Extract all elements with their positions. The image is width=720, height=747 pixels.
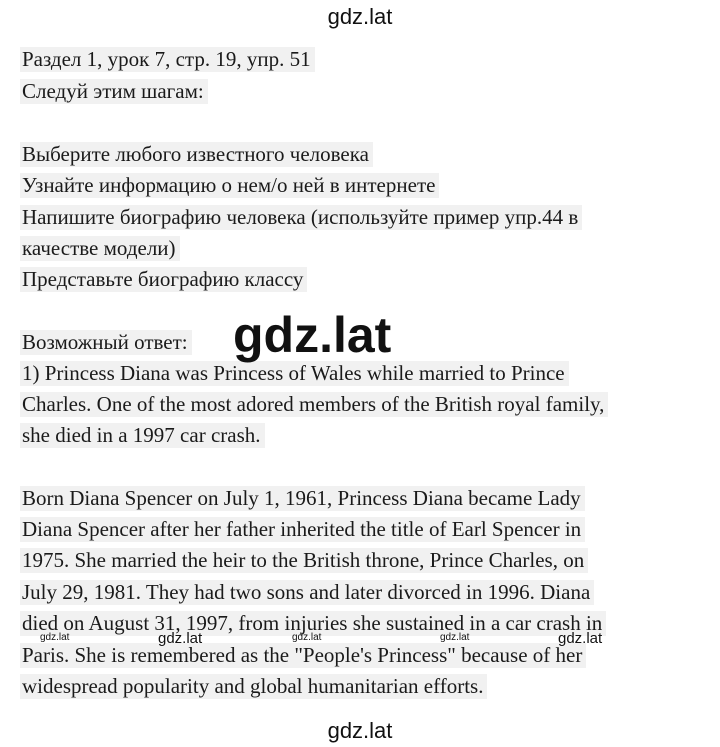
answer-p2-line: July 29, 1981. They had two sons and later divorced in 1996. Diana xyxy=(22,577,594,607)
task-step: Напишите биографию человека (используйте пример упр.44 в xyxy=(22,202,582,232)
answer-p1-line: she died in a 1997 car crash. xyxy=(22,420,265,450)
answer-p1-line: 1) Princess Diana was Princess of Wales while married to Prince xyxy=(22,358,569,388)
watermark-center: gdz.lat xyxy=(233,307,392,363)
task-heading: Раздел 1, урок 7, стр. 19, упр. 51 xyxy=(22,44,315,74)
task-step: Представьте биографию классу xyxy=(22,264,307,294)
answer-p2-line: widespread popularity and global humanitarian efforts. xyxy=(22,671,487,701)
answer-p2-line: Diana Spencer after her father inherited the title of Earl Spencer in xyxy=(22,514,585,544)
task-intro: Следуй этим шагам: xyxy=(22,76,208,106)
task-step: Узнайте информацию о нем/о ней в интернете xyxy=(22,170,439,200)
watermark-small: gdz.lat xyxy=(440,632,470,643)
watermark-small: gdz.lat xyxy=(292,632,322,643)
answer-label: Возможный ответ: xyxy=(22,327,192,357)
task-step: Выберите любого известного человека xyxy=(22,139,373,169)
watermark-bottom: gdz.lat xyxy=(327,718,393,743)
watermark-small: gdz.lat xyxy=(40,632,70,643)
answer-p2-line: 1975. She married the heir to the British throne, Prince Charles, on xyxy=(22,545,588,575)
answer-p2-line: died on August 31, 1997, from injuries she sustained in a car crash in xyxy=(22,608,606,638)
watermark-small: gdz.lat xyxy=(558,630,603,647)
answer-p1-line: Charles. One of the most adored members of the British royal family, xyxy=(22,389,608,419)
answer-p2-line: Born Diana Spencer on July 1, 1961, Princess Diana became Lady xyxy=(22,483,585,513)
answer-p2-line: Paris. She is remembered as the "People's Princess" because of her xyxy=(22,640,586,670)
watermark-small: gdz.lat xyxy=(158,630,203,647)
watermark-top: gdz.lat xyxy=(327,4,393,29)
task-step-continued: качестве модели) xyxy=(22,233,180,263)
